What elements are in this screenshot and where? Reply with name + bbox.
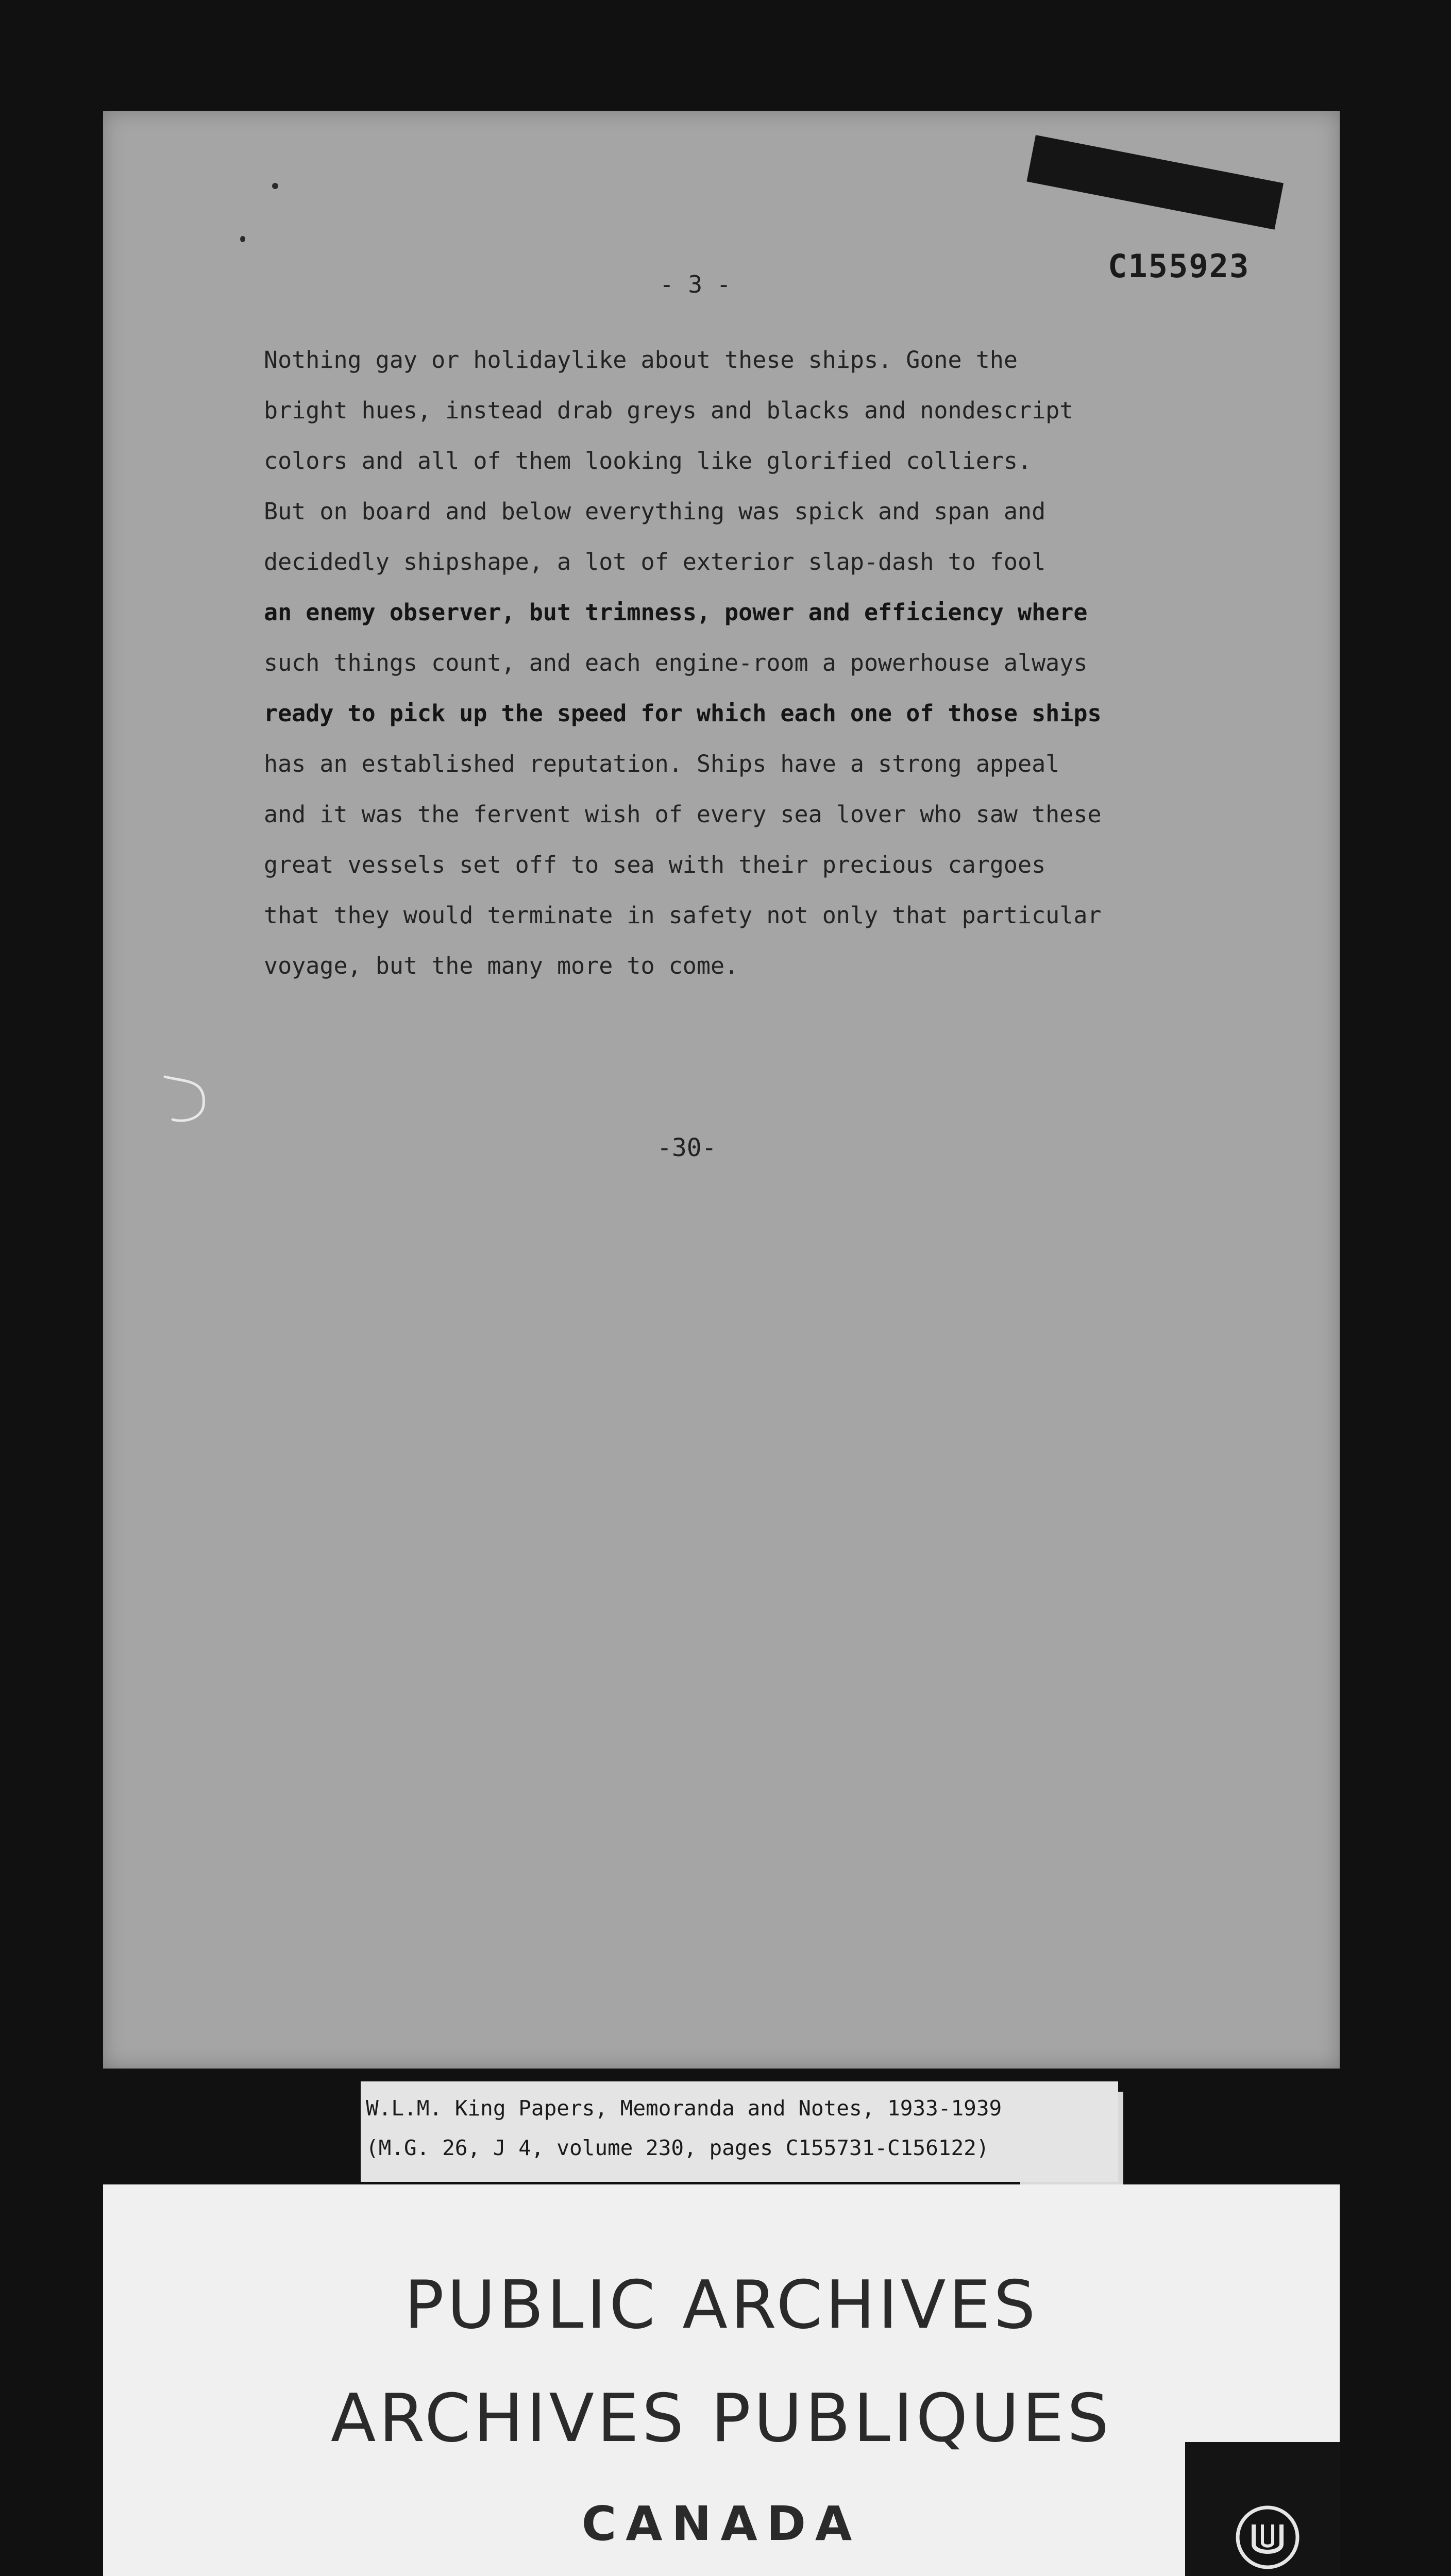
text-line: But on board and below everything was spick and span and <box>264 498 1046 525</box>
text-line: bright hues, instead drab greys and blacks and nondescript <box>264 397 1074 424</box>
pencil-mark-icon <box>155 1059 232 1126</box>
text-line: that they would terminate in safety not only that particular <box>264 902 1102 929</box>
text-line: colors and all of them looking like glorified colliers. <box>264 447 1032 474</box>
margin-speck <box>240 236 245 242</box>
archive-title-english: PUBLIC ARCHIVES <box>404 2267 1039 2344</box>
archives-logo-icon <box>1234 2504 1301 2571</box>
text-line: voyage, but the many more to come. <box>264 952 739 979</box>
text-line: great vessels set off to sea with their precious cargoes <box>264 851 1046 878</box>
document-code: C155923 <box>1108 247 1250 285</box>
text-line: has an established reputation. Ships have a strong appeal <box>264 750 1060 777</box>
text-line: and it was the fervent wish of every sea lover who saw these <box>264 801 1102 828</box>
citation-label <box>361 2081 1118 2182</box>
citation-line-1: W.L.M. King Papers, Memoranda and Notes, 1933-1939 <box>366 2096 1002 2121</box>
archive-card <box>103 2184 1340 2576</box>
page-number: - 3 - <box>660 270 731 298</box>
text-line: such things count, and each engine-room a powerhouse always <box>264 649 1088 676</box>
text-line: decidedly shipshape, a lot of exterior slap-dash to fool <box>264 548 1046 575</box>
archive-country: CANADA <box>581 2496 862 2551</box>
citation-line-2: (M.G. 26, J 4, volume 230, pages C155731-C156122) <box>366 2136 989 2160</box>
archive-title-french: ARCHIVES PUBLIQUES <box>330 2380 1112 2457</box>
text-line: ready to pick up the speed for which each one of those ships <box>264 700 1102 727</box>
body-text <box>264 335 1233 991</box>
margin-speck <box>272 183 278 189</box>
end-mark: -30- <box>657 1133 717 1162</box>
text-line: an enemy observer, but trimness, power and efficiency where <box>264 599 1088 626</box>
text-line: Nothing gay or holidaylike about these ships. Gone the <box>264 346 1018 374</box>
